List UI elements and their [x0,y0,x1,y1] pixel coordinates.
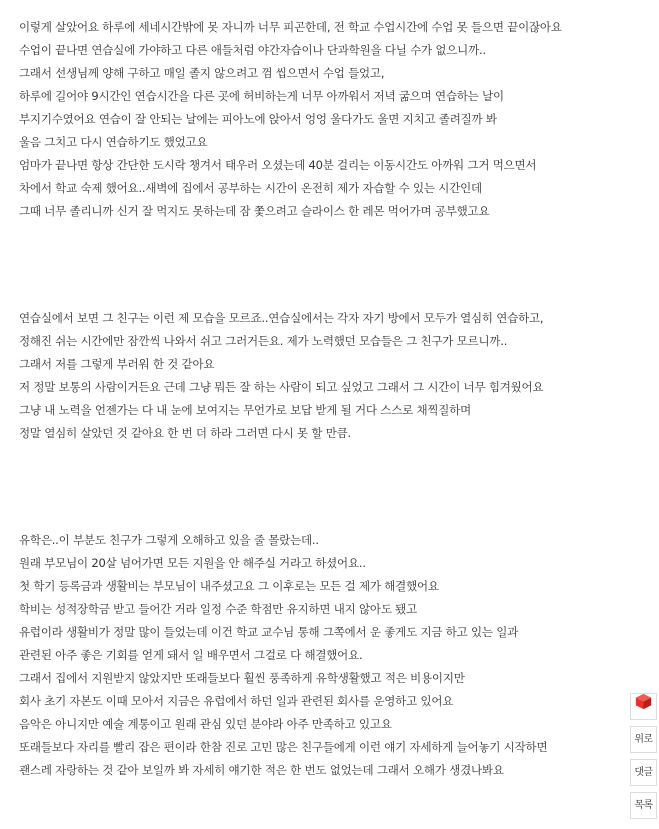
text-line: 회사 초기 자본도 이때 모아서 지금은 유럽에서 하던 일과 관련된 회사를 운영하고 있어요 [19,694,454,708]
text-line: 유학은..이 부분도 친구가 그렇게 오해하고 있을 줄 몰랐는데.. [19,533,319,547]
logo-button[interactable] [630,693,657,720]
paragraph [0,223,620,445]
text-line: 그래서 선생님께 양해 구하고 매일 졸지 않으려고 껌 씹으면서 수업 들었고, [19,66,385,80]
text-line: 그때 너무 졸리니까 신거 잘 먹지도 못하는데 잠 쫓으려고 슬라이스 한 레몬 먹어가며 공부했고요 [19,204,490,218]
paragraph [0,0,620,223]
text-line: 첫 학기 등록금과 생활비는 부모님이 내주셨고요 그 이후로는 모든 걸 제가 해결했어요 [19,579,439,593]
scroll-up-button[interactable]: 위로 [630,726,657,753]
text-line: 유럽이라 생활비가 정말 많이 들었는데 이건 학교 교수님 통해 그쪽에서 운 좋게도 지금 하고 있는 일과 [19,625,519,639]
list-button[interactable]: 목록 [630,792,657,819]
text-line: 학비는 성적장학금 받고 들어간 거라 일정 수준 학점만 유지하면 내지 않아도 됐고 [19,602,418,616]
paragraph [0,445,620,782]
text-line: 수업이 끝나면 연습실에 가야하고 다른 애들처럼 야간자습이나 단과학원을 다닐 수가 없으니까.. [19,43,486,57]
text-line: 그래서 저를 그렇게 부러워 한 것 같아요 [19,357,215,371]
text-line: 울음 그치고 다시 연습하기도 했었고요 [19,135,208,149]
text-line: 원래 부모님이 20살 넘어가면 모든 지원을 안 해주실 거라고 하셨어요.. [19,556,366,570]
text-line: 차에서 학교 숙제 했어요..새벽에 집에서 공부하는 시간이 온전히 제가 자습할 수 있는 시간인데 [19,181,482,195]
text-line: 또래들보다 자리를 빨리 잡은 편이라 한참 진로 고민 많은 친구들에게 이런 얘기 자세하게 늘어놓기 시작하면 [19,740,548,754]
red-cube-logo-icon [635,693,652,720]
text-line: 저 정말 보통의 사람이거든요 근데 그냥 뭐든 잘 하는 사람이 되고 싶었고 그래서 그 시간이 너무 힘겨웠어요 [19,380,544,394]
text-line: 정해진 쉬는 시간에만 잠깐씩 나와서 쉬고 그러거든요. 제가 노력했던 모습들은 그 친구가 모르니까.. [19,334,508,348]
text-line: 엄마가 끝나면 항상 간단한 도시락 챙겨서 태우러 오셨는데 40분 걸리는 이동시간도 아까워 그거 먹으면서 [19,158,537,172]
text-line: 부지기수였어요 연습이 잘 안되는 날에는 피아노에 앉아서 엉엉 울다가도 울면 지치고 졸려질까 봐 [19,112,497,126]
text-line: 이렇게 살았어요 하루에 세네시간밖에 못 자니까 너무 피곤한데, 전 학교 수업시간에 수업 못 들으면 끝이잖아요 [19,20,562,34]
text-line: 연습실에서 보면 그 친구는 이런 제 모습을 모르죠..연습실에서는 각자 자기 방에서 모두가 열심히 연습하고, [19,311,544,325]
text-line: 관련된 아주 좋은 기회를 얻게 돼서 일 배우면서 그걸로 다 해결했어요. [19,648,363,662]
text-line: 그냥 내 노력을 언젠가는 다 내 눈에 보여지는 무언가로 보답 받게 될 거다 스스로 채찍질하며 [19,403,472,417]
text-line: 그래서 집에서 지원받지 않았지만 또래들보다 훨씬 풍족하게 유학생활했고 적은 비용이지만 [19,671,465,685]
text-line: 정말 열심히 살았던 것 같아요 한 번 더 하라 그러면 다시 못 할 만큼. [19,426,352,440]
text-line: 음악은 아니지만 예술 계통이고 원래 관심 있던 분야라 아주 만족하고 있고요 [19,717,392,731]
comments-button[interactable]: 댓글 [630,759,657,786]
text-line: 하루에 길어야 9시간인 연습시간을 다른 곳에 허비하는게 너무 아까워서 저녁 굶으며 연습하는 날이 [19,89,504,103]
text-line: 괜스레 자랑하는 것 같아 보일까 봐 자세히 얘기한 적은 한 번도 없었는데 그래서 오해가 생겼나봐요 [19,763,504,777]
floating-side-nav [630,693,657,825]
